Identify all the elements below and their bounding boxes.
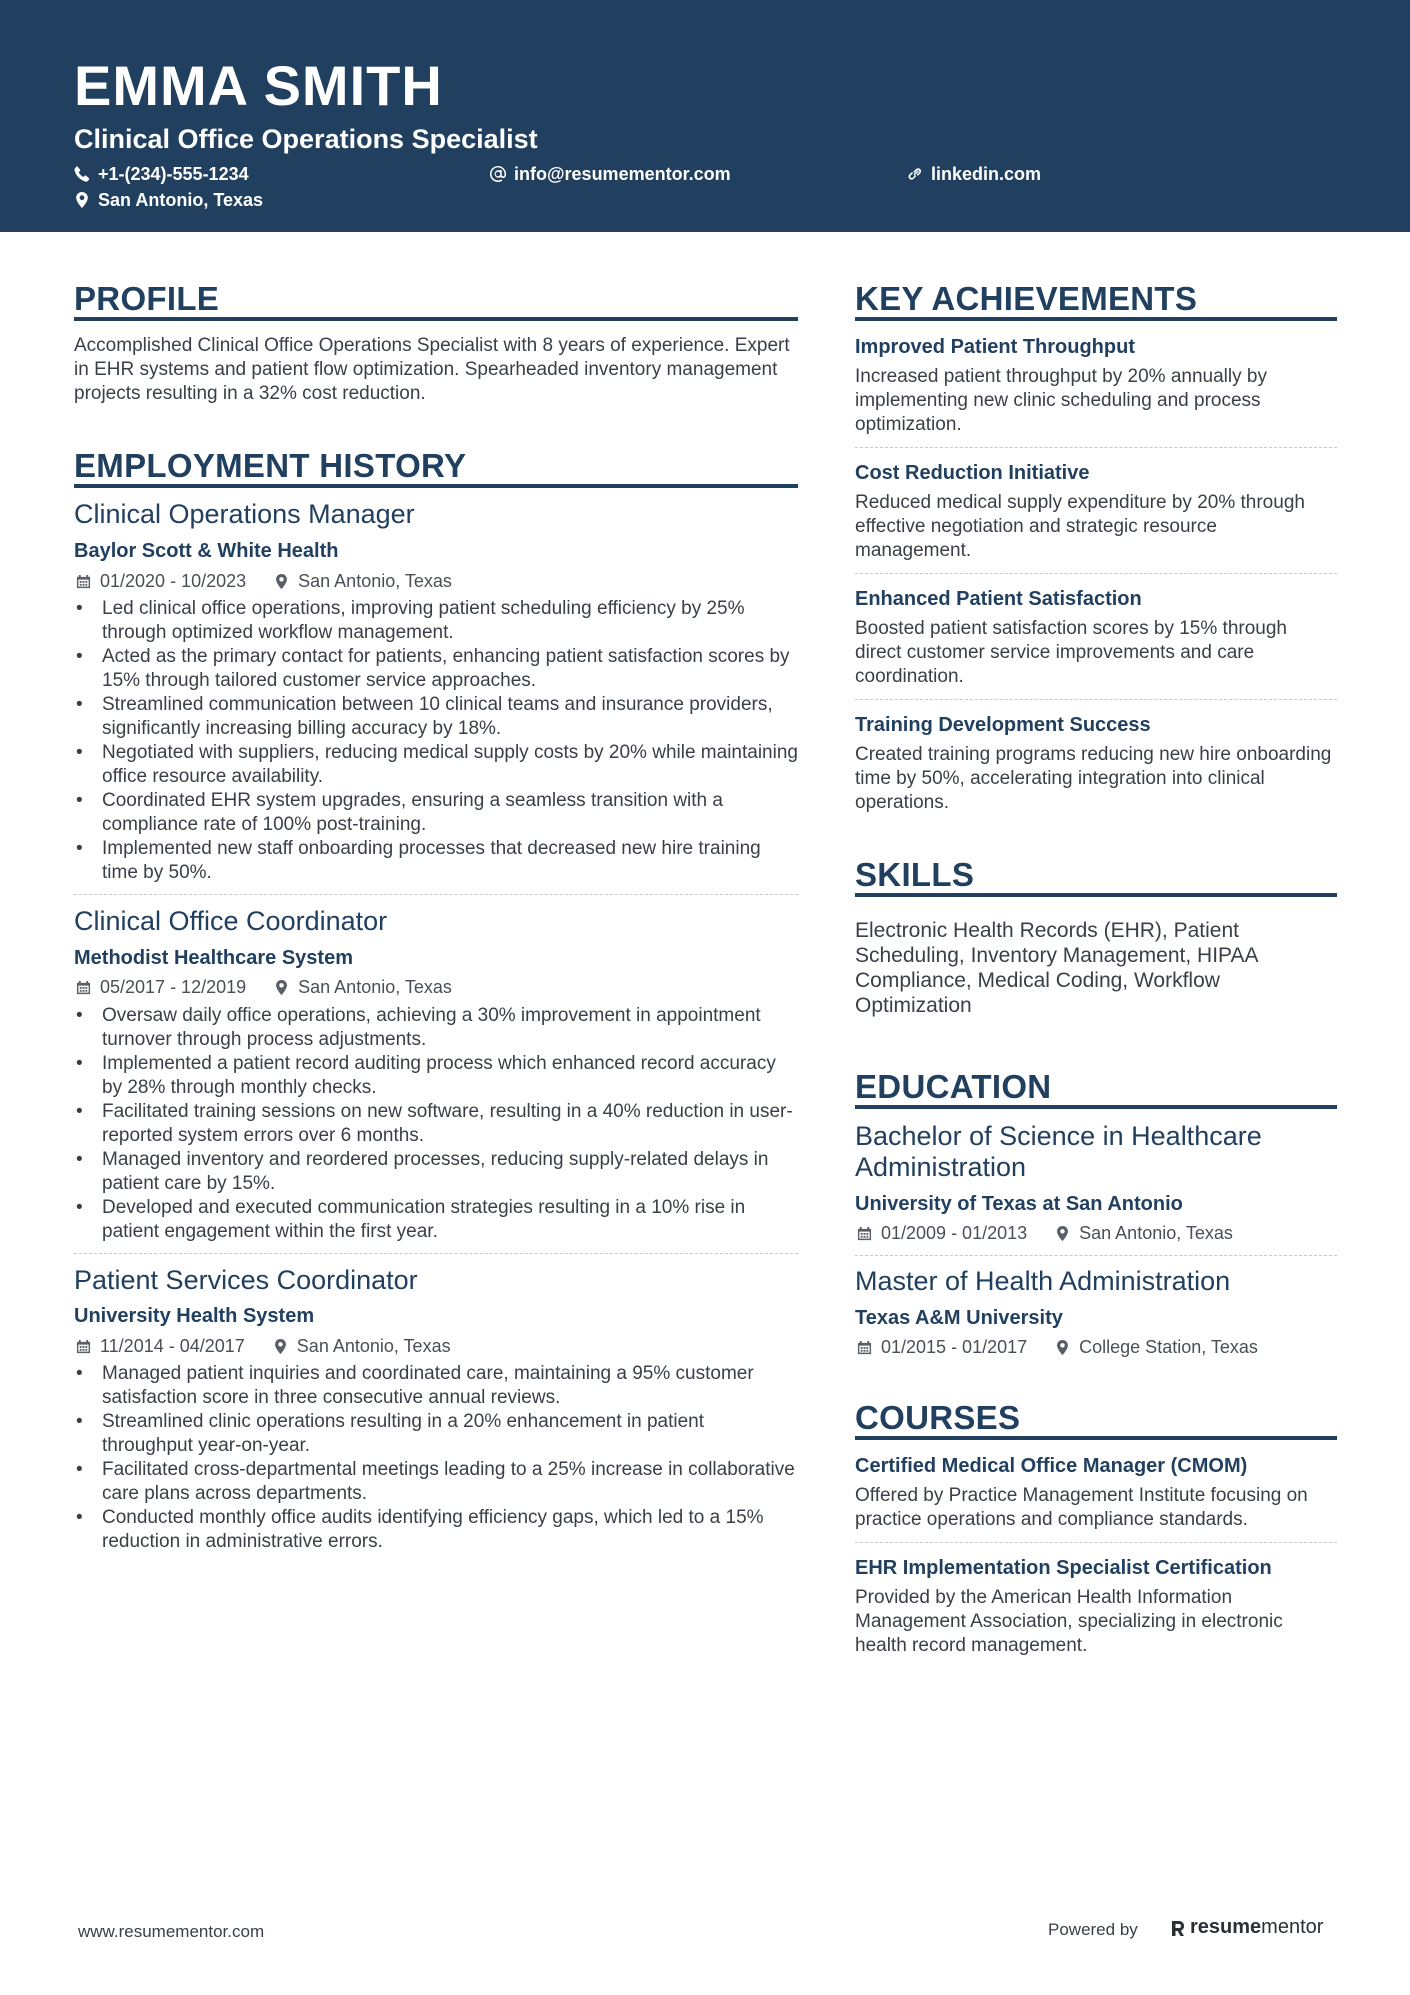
footer-website[interactable]: www.resumementor.com: [78, 1922, 265, 1941]
course-text: Provided by the American Health Information Management Association, specializing in electronic health record management.: [855, 1587, 1283, 1656]
phone-icon: [74, 166, 90, 182]
job-location: [274, 978, 452, 996]
email-text: info@resumementor.com: [514, 164, 731, 184]
job-meta: [76, 572, 452, 590]
degree-title: Bachelor of Science in Healthcare Administration: [855, 1121, 1262, 1182]
profile-summary: Accomplished Clinical Office Operations Specialist with 8 years of experience. Expert in EHR systems and patient flow optimization. Spearheaded inventory management projects resulting in a 32% cost reduction.: [74, 335, 790, 404]
bullet-item: • Managed inventory and reordered processes, reducing supply-related delays in patient care by 15%.: [74, 1148, 798, 1196]
bullet-item: • Streamlined clinic operations resulting in a 20% enhancement in patient throughput year-on-year.: [74, 1410, 798, 1458]
course-divider: [855, 1542, 1337, 1543]
job-meta: [76, 978, 452, 996]
achievement-title: Training Development Success: [855, 714, 1151, 736]
courses-heading: COURSES: [855, 1399, 1021, 1436]
logo-text-light: mentor: [1261, 1916, 1324, 1938]
job-bullets: [74, 1362, 798, 1554]
calendar-icon: [76, 574, 91, 589]
job-divider: [74, 894, 798, 895]
link-icon: [907, 166, 923, 182]
bullet-item: • Coordinated EHR system upgrades, ensuring a seamless transition with a compliance rate of 100% post-training.: [74, 789, 798, 837]
bullet-item: • Developed and executed communication strategies resulting in a 10% rise in patient engagement within the first year.: [74, 1196, 798, 1244]
job-dates: 11/2014 - 04/2017: [100, 1336, 245, 1356]
job-dates: 01/2020 - 10/2023: [100, 571, 247, 591]
job-location-text: San Antonio, Texas: [298, 571, 452, 591]
phone-text: +1-(234)-555-1234: [98, 164, 249, 184]
course-text: Offered by Practice Management Institute focusing on practice operations and compliance standards.: [855, 1485, 1308, 1530]
calendar-icon: [857, 1340, 872, 1355]
job-organization: Methodist Healthcare System: [74, 947, 353, 969]
bullet-item: • Facilitated training sessions on new software, resulting in a 40% reduction in user-reported system errors over 6 months.: [74, 1100, 798, 1148]
calendar-icon: [857, 1226, 872, 1241]
bullet-item: • Managed patient inquiries and coordinated care, maintaining a 95% customer satisfaction score in three consecutive annual reviews.: [74, 1362, 798, 1410]
profile-divider: [74, 317, 798, 321]
course-title: EHR Implementation Specialist Certification: [855, 1557, 1272, 1579]
education-location: [1055, 1224, 1233, 1242]
map-pin-icon: [74, 192, 90, 208]
map-pin-icon: [1055, 1226, 1070, 1241]
job-divider: [74, 1253, 798, 1254]
contact-email[interactable]: [490, 165, 731, 183]
contact-phone[interactable]: [74, 165, 249, 183]
profile-heading: PROFILE: [74, 280, 220, 317]
map-pin-icon: [274, 574, 289, 589]
job-organization: Baylor Scott & White Health: [74, 540, 339, 562]
job-organization: University Health System: [74, 1305, 315, 1327]
achievements-heading: KEY ACHIEVEMENTS: [855, 280, 1198, 317]
education-location: [1055, 1338, 1258, 1356]
achievement-divider: [855, 447, 1337, 448]
achievement-title: Improved Patient Throughput: [855, 336, 1135, 358]
bullet-item: • Negotiated with suppliers, reducing medical supply costs by 20% while maintaining office resource availability.: [74, 741, 798, 789]
skills-divider: [855, 893, 1337, 897]
job-title: Clinical Office Coordinator: [74, 906, 388, 936]
education-location-text: College Station, Texas: [1079, 1337, 1258, 1357]
location-text: San Antonio, Texas: [98, 190, 264, 210]
job-meta: [76, 1337, 451, 1355]
calendar-icon: [76, 1339, 91, 1354]
degree-title: Master of Health Administration: [855, 1266, 1231, 1296]
calendar-icon: [76, 980, 91, 995]
education-meta: [857, 1224, 1233, 1242]
achievement-title: Enhanced Patient Satisfaction: [855, 588, 1142, 610]
achievements-divider: [855, 317, 1337, 321]
school-name: University of Texas at San Antonio: [855, 1193, 1183, 1215]
bullet-item: • Facilitated cross-departmental meetings leading to a 25% increase in collaborative care plans across departments.: [74, 1458, 798, 1506]
linkedin-text: linkedin.com: [931, 164, 1042, 184]
courses-divider: [855, 1436, 1337, 1440]
bullet-item: • Implemented new staff onboarding processes that decreased new hire training time by 50%.: [74, 837, 798, 885]
resumementor-logo-icon: [1170, 1918, 1186, 1938]
job-location-text: San Antonio, Texas: [296, 1336, 451, 1356]
bullet-item: • Implemented a patient record auditing process which enhanced record accuracy by 28% through monthly checks.: [74, 1052, 798, 1100]
at-sign-icon: [490, 166, 506, 182]
map-pin-icon: [273, 1339, 288, 1354]
education-location-text: San Antonio, Texas: [1079, 1223, 1233, 1243]
map-pin-icon: [274, 980, 289, 995]
skills-heading: SKILLS: [855, 856, 975, 893]
resume-header: [0, 0, 1410, 232]
map-pin-icon: [1055, 1340, 1070, 1355]
bullet-item: • Led clinical office operations, improving patient scheduling efficiency by 25% through optimized workflow management.: [74, 597, 798, 645]
achievement-text: Increased patient throughput by 20% annually by implementing new clinic scheduling and process optimization.: [855, 366, 1267, 435]
logo-text-bold: resume: [1190, 1916, 1262, 1938]
job-location: [274, 572, 452, 590]
job-dates: 05/2017 - 12/2019: [100, 977, 247, 997]
skills-list: Electronic Health Records (EHR), Patient Scheduling, Inventory Management, HIPAA Compliance, Medical Coding, Workflow Optimization: [855, 919, 1258, 1017]
achievement-divider: [855, 573, 1337, 574]
employment-heading: EMPLOYMENT HISTORY: [74, 447, 467, 484]
job-bullets: [74, 1004, 798, 1244]
contact-linkedin[interactable]: [907, 165, 1041, 183]
school-name: Texas A&M University: [855, 1307, 1063, 1329]
bullet-item: • Acted as the primary contact for patients, enhancing patient satisfaction scores by 15% through tailored customer service approaches.: [74, 645, 798, 693]
education-dates: 01/2009 - 01/2013: [881, 1223, 1028, 1243]
bullet-item: • Streamlined communication between 10 clinical teams and insurance providers, significantly increasing billing accuracy by 18%.: [74, 693, 798, 741]
bullet-item: • Oversaw daily office operations, achieving a 30% improvement in appointment turnover through process adjustments.: [74, 1004, 798, 1052]
footer-powered-by: Powered by: [1048, 1920, 1138, 1939]
education-divider: [855, 1105, 1337, 1109]
bullet-item: • Conducted monthly office audits identifying efficiency gaps, which led to a 15% reduction in administrative errors.: [74, 1506, 798, 1554]
candidate-role: Clinical Office Operations Specialist: [74, 124, 538, 154]
job-title: Clinical Operations Manager: [74, 499, 415, 529]
candidate-name: EMMA SMITH: [74, 54, 443, 117]
job-title: Patient Services Coordinator: [74, 1265, 418, 1295]
job-location: [273, 1337, 451, 1355]
education-meta: [857, 1338, 1258, 1356]
employment-divider: [74, 484, 798, 488]
contact-location: [74, 191, 263, 209]
course-title: Certified Medical Office Manager (CMOM): [855, 1455, 1248, 1477]
achievement-title: Cost Reduction Initiative: [855, 462, 1090, 484]
education-dates: 01/2015 - 01/2017: [881, 1337, 1028, 1357]
achievement-text: Reduced medical supply expenditure by 20% through effective negotiation and strategic resource management.: [855, 492, 1305, 561]
achievement-text: Boosted patient satisfaction scores by 15% through direct customer service improvements and care coordination.: [855, 618, 1287, 687]
job-bullets: [74, 597, 798, 885]
education-divider: [855, 1255, 1337, 1256]
job-location-text: San Antonio, Texas: [298, 977, 452, 997]
achievement-text: Created training programs reducing new hire onboarding time by 50%, accelerating integration into clinical operations.: [855, 744, 1332, 813]
resumementor-logo[interactable]: [1170, 1916, 1323, 1939]
education-heading: EDUCATION: [855, 1068, 1052, 1105]
achievement-divider: [855, 699, 1337, 700]
